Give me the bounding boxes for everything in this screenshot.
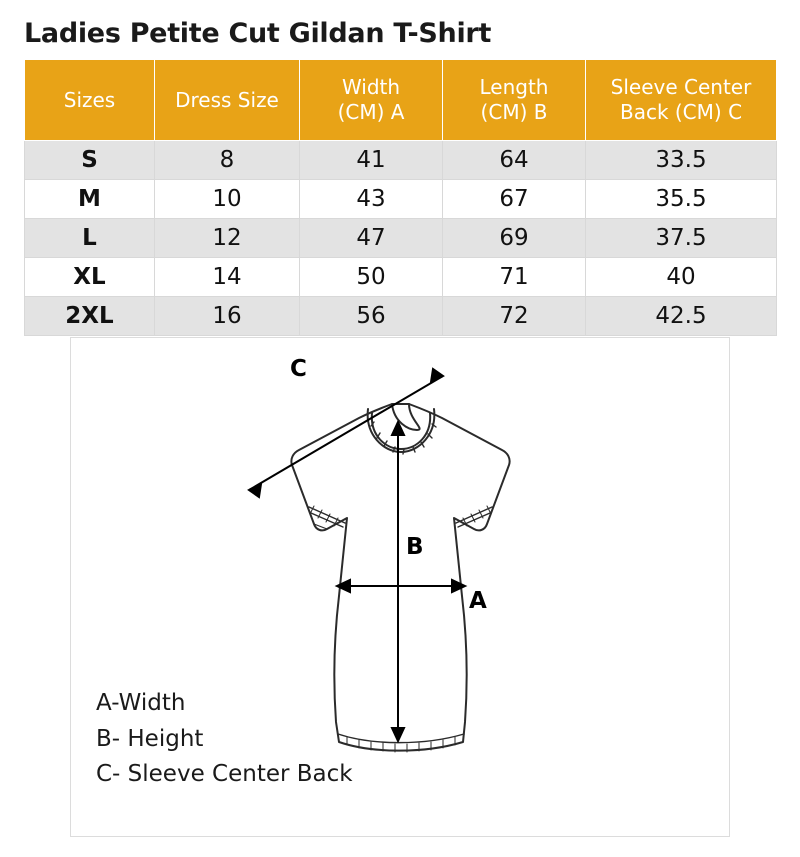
legend-item-a: A-Width	[96, 690, 186, 716]
column-header-width-line1: Width	[341, 75, 401, 99]
column-header-dress-size	[155, 60, 300, 141]
column-header-length-line2: (CM) B	[480, 100, 548, 124]
label-a: A	[469, 588, 487, 614]
column-header-sleeve-line2: Back (CM) C	[619, 100, 743, 124]
cell-sleeve: 40	[586, 258, 777, 297]
cell-length: 69	[443, 219, 586, 258]
legend-item-c: C- Sleeve Center Back	[96, 761, 353, 788]
column-header-width-line2: (CM) A	[337, 100, 405, 124]
cell-dress-size: 12	[155, 219, 300, 258]
cell-size: L	[25, 219, 155, 258]
column-header-sleeve-line1: Sleeve Center	[610, 75, 752, 99]
column-header-width	[300, 60, 443, 141]
table-body	[25, 141, 777, 336]
table-row	[25, 141, 777, 180]
legend-item-b: B- Height	[96, 725, 204, 752]
column-header-sizes-line1: Sizes	[63, 87, 116, 112]
cell-width: 43	[300, 180, 443, 219]
cell-width: 56	[300, 297, 443, 336]
cell-sleeve: 42.5	[586, 297, 777, 336]
cell-size: XL	[25, 258, 155, 297]
page-title: Ladies Petite Cut Gildan T-Shirt	[24, 18, 492, 49]
table-header	[25, 60, 777, 141]
column-header-dress-size-line1: Dress Size	[175, 87, 279, 112]
label-c: C	[290, 356, 307, 382]
column-header-length-line1: Length	[479, 75, 549, 99]
table-row	[25, 258, 777, 297]
cell-width: 47	[300, 219, 443, 258]
table-row	[25, 297, 777, 336]
size-chart-table	[24, 59, 777, 336]
cell-width: 50	[300, 258, 443, 297]
column-header-sleeve-center-back	[586, 60, 777, 141]
cell-dress-size: 8	[155, 141, 300, 180]
table-header-row	[25, 60, 777, 141]
cell-dress-size: 14	[155, 258, 300, 297]
cell-length: 72	[443, 297, 586, 336]
cell-width: 41	[300, 141, 443, 180]
cell-sleeve: 33.5	[586, 141, 777, 180]
column-header-length	[443, 60, 586, 141]
cell-size: 2XL	[25, 297, 155, 336]
cell-sleeve: 35.5	[586, 180, 777, 219]
cell-dress-size: 16	[155, 297, 300, 336]
cell-size: M	[25, 180, 155, 219]
diagram-legend	[96, 686, 353, 793]
cell-length: 71	[443, 258, 586, 297]
cell-length: 64	[443, 141, 586, 180]
label-b: B	[406, 534, 424, 560]
size-table-container	[0, 59, 800, 336]
cell-length: 67	[443, 180, 586, 219]
table-row	[25, 180, 777, 219]
cell-dress-size: 10	[155, 180, 300, 219]
table-row	[25, 219, 777, 258]
cell-sleeve: 37.5	[586, 219, 777, 258]
cell-size: S	[25, 141, 155, 180]
column-header-sizes	[25, 60, 155, 141]
